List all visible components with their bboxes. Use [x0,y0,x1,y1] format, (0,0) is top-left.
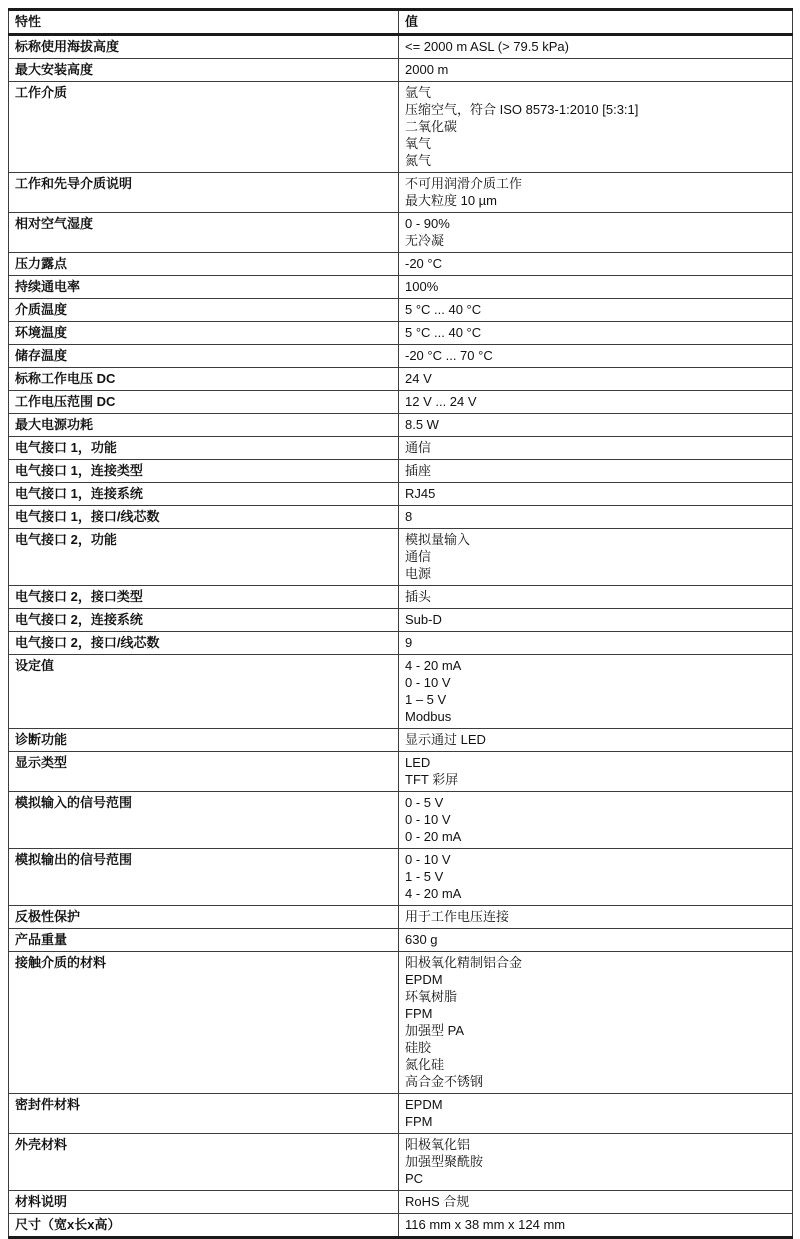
table-row [9,59,793,82]
value-line: 24 V [405,371,432,386]
spec-table-body [9,35,793,1238]
feature-cell: 工作和先导介质说明 [9,173,399,213]
value-cell [399,952,793,1094]
value-cell [399,529,793,586]
value-cell [399,173,793,213]
table-row [9,460,793,483]
value-line: 最大粒度 10 µm [405,193,498,208]
value-cell [399,929,793,952]
value-line: LED [405,755,431,770]
table-row [9,253,793,276]
value-cell [399,322,793,345]
value-cell [399,655,793,729]
value-line: FPM [405,1114,433,1129]
table-row [9,609,793,632]
value-cell [399,276,793,299]
feature-cell: 外壳材料 [9,1134,399,1191]
feature-cell: 电气接口 1，连接系统 [9,483,399,506]
value-line: 氩气 [405,85,432,100]
value-line: 5 °C ... 40 °C [405,325,482,340]
feature-cell: 工作电压范围 DC [9,391,399,414]
value-cell [399,906,793,929]
value-line: 8 [405,509,413,524]
table-row [9,483,793,506]
feature-cell: 电气接口 2，功能 [9,529,399,586]
table-row [9,213,793,253]
table-row [9,792,793,849]
value-line: EPDM [405,972,443,987]
value-line: RJ45 [405,486,436,501]
value-cell [399,460,793,483]
value-line: Modbus [405,709,452,724]
table-row [9,1214,793,1238]
feature-cell: 反极性保护 [9,906,399,929]
value-line: 氮化硅 [405,1057,445,1072]
value-line: 加强型聚酰胺 [405,1154,484,1169]
feature-cell: 电气接口 2，接口/线芯数 [9,632,399,655]
value-cell [399,299,793,322]
header-feature: 特性 [9,10,399,35]
value-cell [399,752,793,792]
header-value: 值 [399,10,793,35]
value-line: FPM [405,1006,433,1021]
feature-cell: 模拟输出的信号范围 [9,849,399,906]
table-row [9,529,793,586]
value-line: 8.5 W [405,417,439,432]
value-line: 630 g [405,932,438,947]
value-line: 压缩空气，符合 ISO 8573-1:2010 [5:3:1] [405,102,639,117]
value-line: 0 - 20 mA [405,829,462,844]
feature-cell: 持续通电率 [9,276,399,299]
feature-cell: 标称工作电压 DC [9,368,399,391]
table-row [9,299,793,322]
value-line: 通信 [405,440,432,455]
value-line: 插座 [405,463,432,478]
value-line: 高合金不锈钢 [405,1074,484,1089]
table-row [9,437,793,460]
value-line: 2000 m [405,62,449,77]
value-line: 4 - 20 mA [405,886,462,901]
value-line: 0 - 10 V [405,812,451,827]
value-cell [399,59,793,82]
table-row [9,173,793,213]
value-line: 无冷凝 [405,233,445,248]
table-row [9,952,793,1094]
feature-cell: 工作介质 [9,82,399,173]
table-row [9,929,793,952]
value-cell [399,437,793,460]
table-row [9,322,793,345]
value-cell [399,792,793,849]
value-line: 0 - 90% [405,216,450,231]
table-row [9,1191,793,1214]
value-cell [399,849,793,906]
feature-cell: 诊断功能 [9,729,399,752]
feature-cell: 最大电源功耗 [9,414,399,437]
value-line: 环氧树脂 [405,989,458,1004]
table-row [9,655,793,729]
feature-cell: 电气接口 2，连接系统 [9,609,399,632]
feature-cell: 电气接口 1，连接类型 [9,460,399,483]
value-cell [399,632,793,655]
feature-cell: 电气接口 2，接口类型 [9,586,399,609]
feature-cell: 电气接口 1，接口/线芯数 [9,506,399,529]
value-line: <= 2000 m ASL (> 79.5 kPa) [405,39,569,54]
value-line: EPDM [405,1097,443,1112]
table-row [9,82,793,173]
value-line: 二氧化碳 [405,119,458,134]
table-row [9,632,793,655]
table-row [9,729,793,752]
table-row [9,586,793,609]
feature-cell: 介质温度 [9,299,399,322]
feature-cell: 尺寸（宽x长x高） [9,1214,399,1238]
feature-cell: 材料说明 [9,1191,399,1214]
feature-cell: 电气接口 1，功能 [9,437,399,460]
feature-cell: 相对空气湿度 [9,213,399,253]
header-row [9,10,793,35]
table-row [9,391,793,414]
value-cell [399,483,793,506]
value-line: 用于工作电压连接 [405,909,510,924]
value-line: 9 [405,635,413,650]
feature-cell: 模拟输入的信号范围 [9,792,399,849]
value-cell [399,82,793,173]
value-cell [399,253,793,276]
value-line: 阳极氧化铝 [405,1137,471,1152]
value-cell [399,586,793,609]
value-line: TFT 彩屏 [405,772,459,787]
table-row [9,368,793,391]
value-line: 硅胶 [405,1040,432,1055]
feature-cell: 储存温度 [9,345,399,368]
value-line: 模拟量输入 [405,532,471,547]
value-line: 显示通过 LED [405,732,486,747]
value-line: 1 – 5 V [405,692,447,707]
value-cell [399,506,793,529]
table-row [9,1094,793,1134]
value-line: 0 - 10 V [405,852,451,867]
value-cell [399,729,793,752]
value-line: 氧气 [405,136,432,151]
value-cell [399,368,793,391]
value-line: RoHS 合规 [405,1194,470,1209]
value-line: 0 - 5 V [405,795,444,810]
value-cell [399,1134,793,1191]
spec-table [8,8,793,1239]
table-row [9,849,793,906]
table-row [9,414,793,437]
value-line: 插头 [405,589,432,604]
table-row [9,1134,793,1191]
value-cell [399,1191,793,1214]
feature-cell: 最大安装高度 [9,59,399,82]
value-cell [399,1094,793,1134]
value-line: -20 °C [405,256,442,271]
value-line: 氮气 [405,153,432,168]
table-row [9,906,793,929]
value-cell [399,35,793,59]
value-line: 4 - 20 mA [405,658,462,673]
spec-table-header [9,10,793,35]
value-cell [399,391,793,414]
value-line: 5 °C ... 40 °C [405,302,482,317]
feature-cell: 压力露点 [9,253,399,276]
table-row [9,752,793,792]
table-row [9,276,793,299]
value-line: 1 - 5 V [405,869,444,884]
feature-cell: 显示类型 [9,752,399,792]
value-line: 116 mm x 38 mm x 124 mm [405,1217,566,1232]
value-line: 加强型 PA [405,1023,464,1038]
table-row [9,506,793,529]
value-line: PC [405,1171,424,1186]
value-cell [399,345,793,368]
value-line: 通信 [405,549,432,564]
value-cell [399,213,793,253]
feature-cell: 接触介质的材料 [9,952,399,1094]
value-cell [399,609,793,632]
feature-cell: 环境温度 [9,322,399,345]
value-line: 不可用润滑介质工作 [405,176,523,191]
value-line: 12 V ... 24 V [405,394,477,409]
value-line: 电源 [405,566,432,581]
feature-cell: 标称使用海拔高度 [9,35,399,59]
table-row [9,345,793,368]
value-line: 100% [405,279,439,294]
feature-cell: 设定值 [9,655,399,729]
value-line: Sub-D [405,612,442,627]
value-line: 0 - 10 V [405,675,451,690]
feature-cell: 产品重量 [9,929,399,952]
value-line: 阳极氧化精制铝合金 [405,955,523,970]
value-cell [399,414,793,437]
value-line: -20 °C ... 70 °C [405,348,493,363]
feature-cell: 密封件材料 [9,1094,399,1134]
table-row [9,35,793,59]
value-cell [399,1214,793,1238]
